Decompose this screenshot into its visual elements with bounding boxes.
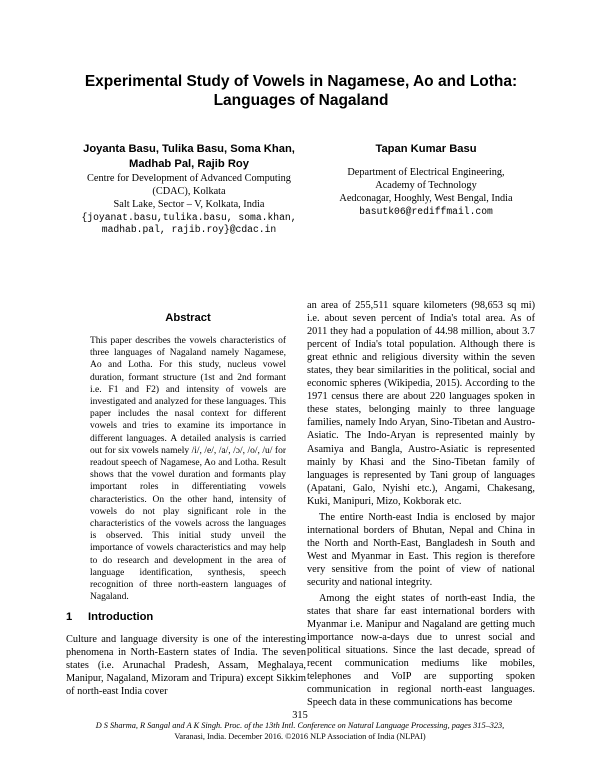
- author-block-left: [66, 142, 312, 237]
- author-email-right: basutk06@rediffmail.com: [359, 205, 493, 217]
- right-paragraph-2: The entire North-east India is enclosed by major international borders of Bhutan, Nepal and China in the North and North-East, Bangladesh in South and West and Myanmar in East. This region is therefore very sensitive from the point of view of national security and national integrity.: [307, 511, 535, 588]
- affiliation-line3: Salt Lake, Sector – V, Kolkata, India: [113, 199, 265, 211]
- abstract-heading: Abstract: [165, 312, 211, 324]
- affiliation-right-line3: Aedconagar, Hooghly, West Bengal, India: [339, 193, 513, 205]
- right-paragraph-1: an area of 255,511 square kilometers (98,653 sq mi) i.e. about seven percent of India's total area. As of 2011 they had a population of 44.98 million, about 3.7 percent of India's total population. Although there is great ethnic and religious diversity within the seven states, they bear similarities in the political, social and economic spheres (Wikipedia, 2015). According to the 1971 census there are about 220 languages spoken in these states, belonging mainly to three language families, namely Indo Aryan, Sino-Tibetan and Austro-Asiatic. The Indo-Aryan is represented mainly by Asamiya and Bangla, Austro-Asiatic is represented mainly by Khasi and the Sino-Tibetan family of languages is represented by Tani group of languages (Apatani, Galo, Nyishi etc.), Angami, Chakesang, Kuki, Manipuri, Mizo, Kokborak etc.: [307, 300, 535, 507]
- author-names-line2: Madhab Pal, Rajib Roy: [129, 158, 249, 170]
- author-name-right: Tapan Kumar Basu: [375, 143, 477, 155]
- page-number: 315: [292, 710, 308, 721]
- affiliation-line1: Centre for Development of Advanced Computing: [87, 173, 291, 184]
- abstract-text: This paper describes the vowels characteristics of three languages of Nagaland namely Nagamese, Ao and Lotha. For this study, nucleus vowel duration, formant structure (1st and 2nd formant i.e. F1 and F2) and intensity of vowels are investigated and analyzed for these languages. This paper includes the nasal context for different vowels and tries to examine its importance in different languages. A detailed analysis is carried out for six vowels namely /i/, /e/, /a/, /ɔ/, /o/, /u/ for readout speech of Nagamese, Ao and Lotha. Result shows that the vowel duration and formants play important roles in differentiating vowels characteristics. On the other hand, intensity of vowels do not play significant role in the characteristics of the vowels across the languages is observed. This initial study unveil the importance of vowels characteristics and may help to do research and development in the area of language identification, synthesis, speech recognition of three north-eastern languages of Nagaland.: [90, 336, 286, 603]
- right-column: [307, 299, 535, 709]
- section-number: 1: [66, 611, 73, 623]
- author-email-line2: madhab.pal, rajib.roy}@cdac.in: [101, 224, 277, 236]
- affiliation-right-line2: Academy of Technology: [375, 180, 477, 192]
- section-title: Introduction: [88, 611, 154, 623]
- author-email-line1: {joyanat.basu,tulika.basu, soma.khan,: [81, 211, 297, 223]
- footer-line2: Varanasi, India. December 2016. ©2016 NLP Association of India (NLPAI): [174, 731, 426, 741]
- author-block-right: [318, 142, 534, 218]
- intro-paragraph-left: Culture and language diversity is one of the interesting phenomena in North-Eastern states of India. The seven states (i.e. Arunachal Pradesh, Assam, Meghalaya, Manipur, Nagaland, Mizoram and Tripura) except Sikkim of north-east India cover: [66, 634, 306, 698]
- section-heading-introduction: [66, 611, 306, 623]
- author-names-line1: Joyanta Basu, Tulika Basu, Soma Khan,: [83, 143, 295, 155]
- affiliation-right-line1: Department of Electrical Engineering,: [347, 167, 505, 178]
- paper-title: Experimental Study of Vowels in Nagamese, Ao and Lotha: Languages of Nagaland: [84, 73, 518, 109]
- footer-line1: D S Sharma, R Sangal and A K Singh. Proc. of the 13th Intl. Conference on Natural Language Processing, pages 315–323,: [95, 721, 505, 730]
- citation-footer: [60, 721, 540, 742]
- right-paragraph-3: Among the eight states of north-east India, the states that share far east international borders with Myanmar i.e. Manipur and Nagaland are getting much importance now-a-days due to unrest social and political situations. Since the last decade, spread of recent communication mediums like mobiles, telephones and VoIP are supporting spoken communication in regional north-east languages. Speech data in these communications has become: [307, 593, 535, 709]
- affiliation-line2: (CDAC), Kolkata: [152, 186, 226, 198]
